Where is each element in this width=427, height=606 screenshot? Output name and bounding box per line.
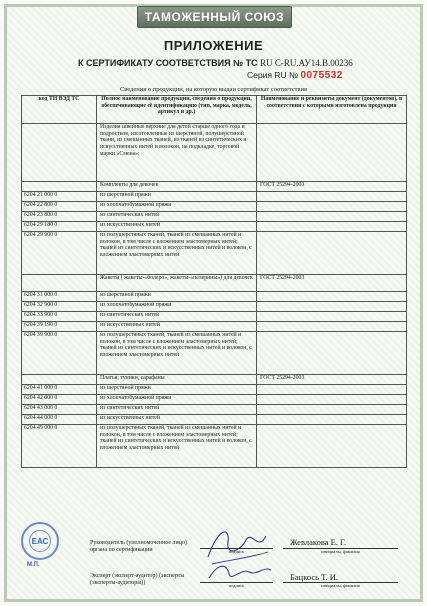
table-cell-product: Комплекты для девочек <box>97 182 257 192</box>
head-signature-label: Руководитель (уполномоченное лицо) органа по сертификации <box>90 540 187 553</box>
table-cell-document <box>257 124 407 182</box>
column-header-code: код ТН ВЭД ТС <box>22 96 97 124</box>
expert-signature-caption: подпись <box>228 583 245 588</box>
table-cell-product: Изделия швейные верхние для детей старше одного года и подростков, изготовленные из шерстяной, полушерстяной ткани, из смешанных тканей, из тканей из синтетических и искусственных нитей и волокон, на подкладке, торговой марки «Смена»: <box>97 124 257 182</box>
column-header-product: Полное наименование продукции, сведения о продукции, обеспечивающие её идентификацию (тип, марка, модель, артикул и др.) <box>97 96 257 124</box>
table-row <box>22 182 407 192</box>
table-row <box>22 415 407 425</box>
table-cell-product: Платья, туники, сарафаны <box>97 375 257 385</box>
table-row <box>22 202 407 212</box>
table-cell-document <box>257 322 407 332</box>
table-subtitle: Сведения о продукции, на которую выдан сертификат соответствия <box>119 86 308 93</box>
table-cell-product: из синтетических нитей <box>97 212 257 222</box>
table-row <box>22 222 407 232</box>
expert-name: Бацкось Т. И. <box>290 572 338 582</box>
table-cell-code <box>22 375 97 385</box>
table-cell-product: из искусственных нитей <box>97 415 257 425</box>
table-cell-document <box>257 385 407 395</box>
head-signature-caption: подпись <box>228 549 245 554</box>
table-row <box>22 275 407 292</box>
table-cell-code: 6204 39 190 0 <box>22 322 97 332</box>
table-cell-document <box>257 395 407 405</box>
table-cell-code: 6204 41 000 0 <box>22 385 97 395</box>
certificate-number: RU C-RU.АУ14.В.00236 <box>260 58 353 68</box>
table-row <box>22 312 407 322</box>
certificate-prefix: К СЕРТИФИКАТУ СООТВЕТСТВИЯ № ТС <box>78 58 258 68</box>
table-cell-product: из синтетических нитей <box>97 312 257 322</box>
table-cell-code: 6204 33 900 0 <box>22 312 97 322</box>
expert-signature <box>205 560 275 584</box>
table-cell-code <box>22 124 97 182</box>
table-cell-code: 6204 43 000 0 <box>22 405 97 415</box>
table-cell-product: из шерстяной пряжи <box>97 385 257 395</box>
table-cell-code: 6204 42 000 0 <box>22 395 97 405</box>
table-cell-document: ГОСТ 25294-2003 <box>257 375 407 385</box>
table-cell-document <box>257 232 407 275</box>
table-cell-code: 6204 44 000 0 <box>22 415 97 425</box>
table-cell-product: из синтетических нитей <box>97 405 257 415</box>
table-cell-document: ГОСТ 25294-2003 <box>257 275 407 292</box>
table-cell-code: 6204 22 800 0 <box>22 202 97 212</box>
table-row <box>22 322 407 332</box>
table-cell-code <box>22 275 97 292</box>
eac-stamp <box>21 522 59 560</box>
series-number: 0075532 <box>300 70 343 81</box>
table-cell-product: из полушерстяных тканей, тканей из смешанных нитей и волокон, в том числе с вложением эластомерных нитей; тканей из синтетических и искусственных нитей и волокон, с вложением эластомерных нитей <box>97 425 257 468</box>
table-cell-product: из полушерстяных тканей, тканей из смешанных нитей и волокон, в том числе с вложением эластомерных нитей; тканей из синтетических и искусственных нитей и волокон, с вложением эластомерных нитей <box>97 332 257 375</box>
table-cell-product: из шерстяной пряжи <box>97 292 257 302</box>
head-name: Жевлакова Е. Г. <box>290 537 347 547</box>
table-cell-code: 6204 32 900 0 <box>22 302 97 312</box>
series-reference <box>247 70 407 81</box>
head-name-caption: инициалы, фамилия <box>321 549 360 554</box>
table-cell-document <box>257 222 407 232</box>
table-cell-product: из хлопчатобумажной пряжи <box>97 302 257 312</box>
table-cell-document <box>257 405 407 415</box>
products-table <box>21 95 407 468</box>
table-cell-code: 6204 39 900 0 <box>22 332 97 375</box>
table-cell-code: 6204 49 000 0 <box>22 425 97 468</box>
table-cell-code: 6204 23 800 0 <box>22 212 97 222</box>
table-cell-code: 6204 29 180 0 <box>22 222 97 232</box>
table-cell-product: из хлопчатобумажной пряжи <box>97 202 257 212</box>
table-cell-document <box>257 202 407 212</box>
table-cell-document <box>257 415 407 425</box>
table-cell-product: из полушерстяных тканей, тканей из смешанных нитей и волокон, в том числе с вложением эластомерных нитей; тканей из синтетических и искусственных нитей и волокон, с вложением эластомерных нитей <box>97 232 257 275</box>
table-cell-document <box>257 212 407 222</box>
table-row <box>22 124 407 182</box>
table-cell-product: Жакеты ( жакеты-«болеро», жакеты-«пелерины») для девочек <box>97 275 257 292</box>
table-row <box>22 212 407 222</box>
table-row <box>22 192 407 202</box>
table-row <box>22 302 407 312</box>
table-cell-document <box>257 312 407 322</box>
table-cell-code: 6204 29 900 0 <box>22 232 97 275</box>
table-cell-document <box>257 292 407 302</box>
table-row <box>22 375 407 385</box>
table-cell-code: 6204 31 000 0 <box>22 292 97 302</box>
table-cell-code <box>22 182 97 192</box>
table-cell-product: из хлопчатобумажной пряжи <box>97 395 257 405</box>
table-row <box>22 385 407 395</box>
table-cell-document <box>257 425 407 468</box>
table-cell-code: 6204 21 000 0 <box>22 192 97 202</box>
eac-logo: ЕАС <box>29 530 51 552</box>
expert-signature-label: Эксперт (эксперт-аудитор) (эксперты (эксперты-аудиторы)) <box>90 573 185 586</box>
table-cell-document: ГОСТ 25294-2003 <box>257 182 407 192</box>
table-row <box>22 425 407 468</box>
page-title: ПРИЛОЖЕНИЕ <box>163 38 264 53</box>
table-row <box>22 292 407 302</box>
certificate-reference <box>78 58 408 68</box>
expert-name-caption: инициалы, фамилия <box>321 583 360 588</box>
table-cell-document <box>257 332 407 375</box>
table-cell-product: из искусственных нитей <box>97 322 257 332</box>
table-cell-product: из искусственных нитей <box>97 222 257 232</box>
table-cell-product: из шерстяной пряжи <box>97 192 257 202</box>
customs-union-banner: ТАМОЖЕННЫЙ СОЮЗ <box>137 6 292 28</box>
table-cell-document <box>257 302 407 312</box>
column-header-document: Наименование и реквизиты документ (документов), в соответствии с которыми изготовлена продукция <box>257 96 407 124</box>
table-row <box>22 332 407 375</box>
stamp-mark-label: М.П. <box>27 562 40 568</box>
table-row <box>22 395 407 405</box>
table-row <box>22 405 407 415</box>
table-header-row <box>22 96 407 124</box>
table-cell-document <box>257 192 407 202</box>
table-row <box>22 232 407 275</box>
series-label: Серия RU № <box>247 70 299 80</box>
